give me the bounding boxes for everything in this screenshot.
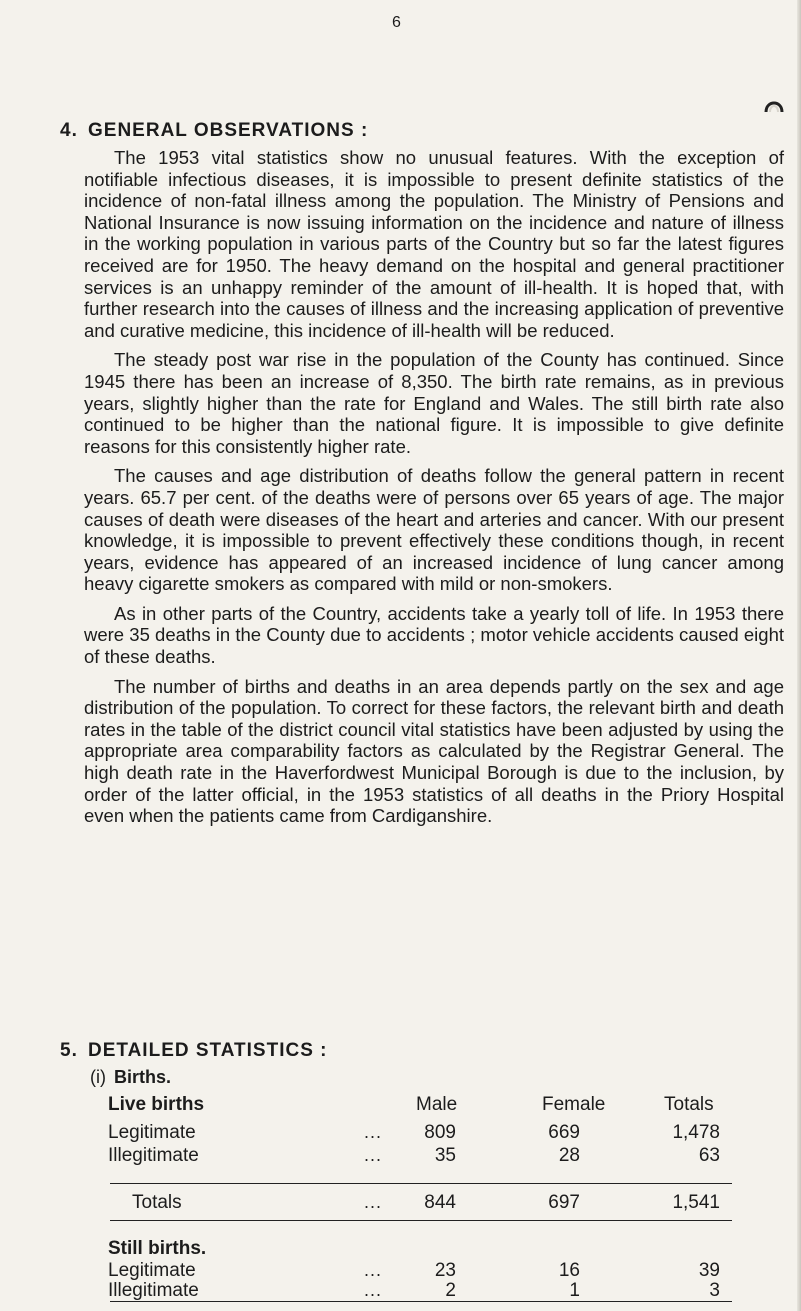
totals-label: Totals [132,1192,182,1213]
subsection-number: (i) [90,1067,106,1087]
leader-dots: ... [364,1260,383,1280]
column-header-male: Male [416,1094,458,1115]
section-4-number: 4. [60,120,78,141]
paragraph: The steady post war rise in the population of the County has continued. Since 1945 there has been an increase of 8,350. The birth rate remains, as in previous years, slightly higher than the rate for England and Wales. The still birth rate also continued to be higher than the national figure. It is impossible to give definite reasons for this consistently higher rate. [84,349,784,457]
column-header-totals: Totals [664,1094,714,1115]
cell-male: 23 [434,1260,456,1281]
table-rule [110,1183,732,1184]
leader-dots: ... [364,1122,383,1142]
cell-female-total: 697 [548,1192,580,1213]
cell-female: 16 [558,1260,580,1281]
cell-female: 1 [569,1280,580,1301]
section-4-body [84,147,784,835]
cell-grand-total: 1,541 [672,1192,720,1213]
page-edge-shadow [797,0,801,1311]
table-rule [110,1220,732,1221]
column-header-female: Female [542,1094,606,1115]
row-label: Legitimate [108,1260,196,1281]
cell-male-total: 844 [424,1192,456,1213]
leader-dots: ... [364,1280,383,1300]
row-label: Legitimate [108,1122,196,1143]
cell-total: 1,478 [672,1122,720,1143]
table-rule [110,1301,732,1302]
row-label: Illegitimate [108,1280,199,1301]
section-5-heading [60,1040,328,1062]
leader-dots: ... [364,1145,383,1165]
section-5-number: 5. [60,1040,78,1061]
paragraph: The causes and age distribution of deaths follow the general pattern in recent years. 65.7 per cent. of the deaths were of persons over 65 years of age. The major causes of death were diseases of the heart and arteries and cancer. With our present knowledge, it is impossible to prevent effectively these conditions though, in recent years, evidence has appeared of an increased incidence of lung cancer among heavy cigarette smokers as compared with mild or non-smokers. [84,465,784,595]
cell-total: 3 [709,1280,720,1301]
still-births-heading: Still births. [108,1238,207,1259]
leader-dots: ... [364,1192,383,1212]
paragraph: As in other parts of the Country, accidents take a yearly toll of life. In 1953 there were 35 deaths in the County due to accidents ; motor vehicle accidents caused eight of these deaths. [84,602,784,668]
births-subheading [90,1067,171,1088]
section-4-title: GENERAL OBSERVATIONS : [88,120,369,141]
cell-male: 809 [424,1122,456,1143]
cell-male: 2 [445,1280,456,1301]
paragraph: The number of births and deaths in an area depends partly on the sex and age distribution of the population. To correct for these factors, the relevant birth and death rates in the table of the district council vital statistics have been adjusted by using the appropriate area comparability factors as calculated by the Registrar General. The high death rate in the Haverfordwest Municipal Borough is due to the inclusion, by order of the latter official, in the 1953 statistics of all deaths in the Priory Hospital even when the patients came from Cardiganshire. [84,675,784,827]
section-4-heading [60,120,368,142]
cell-male: 35 [434,1145,456,1166]
page-number: 6 [392,14,401,31]
section-5-title: DETAILED STATISTICS : [88,1040,328,1061]
paragraph: The 1953 vital statistics show no unusual features. With the exception of notifiable infectious diseases, it is impossible to present definite statistics of the incidence of non-fatal illness among the population. The Ministry of Pensions and National Insurance is now issuing information on the incidence and nature of illness in the working population in various parts of the Country but so far the latest figures received are for 1950. The heavy demand on the hospital and general practitioner services is an unhappy reminder of the amount of ill-health. It is hoped that, with further research into the causes of illness and the increasing application of preventive and curative medicine, this incidence of ill-health will be reduced. [84,147,784,341]
cell-total: 39 [698,1260,720,1281]
row-label: Illegitimate [108,1145,199,1166]
subsection-title: Births. [114,1067,172,1087]
cell-total: 63 [698,1145,720,1166]
binding-mark-icon [762,92,786,116]
live-births-heading: Live births [108,1094,205,1115]
cell-female: 669 [548,1122,580,1143]
cell-female: 28 [558,1145,580,1166]
